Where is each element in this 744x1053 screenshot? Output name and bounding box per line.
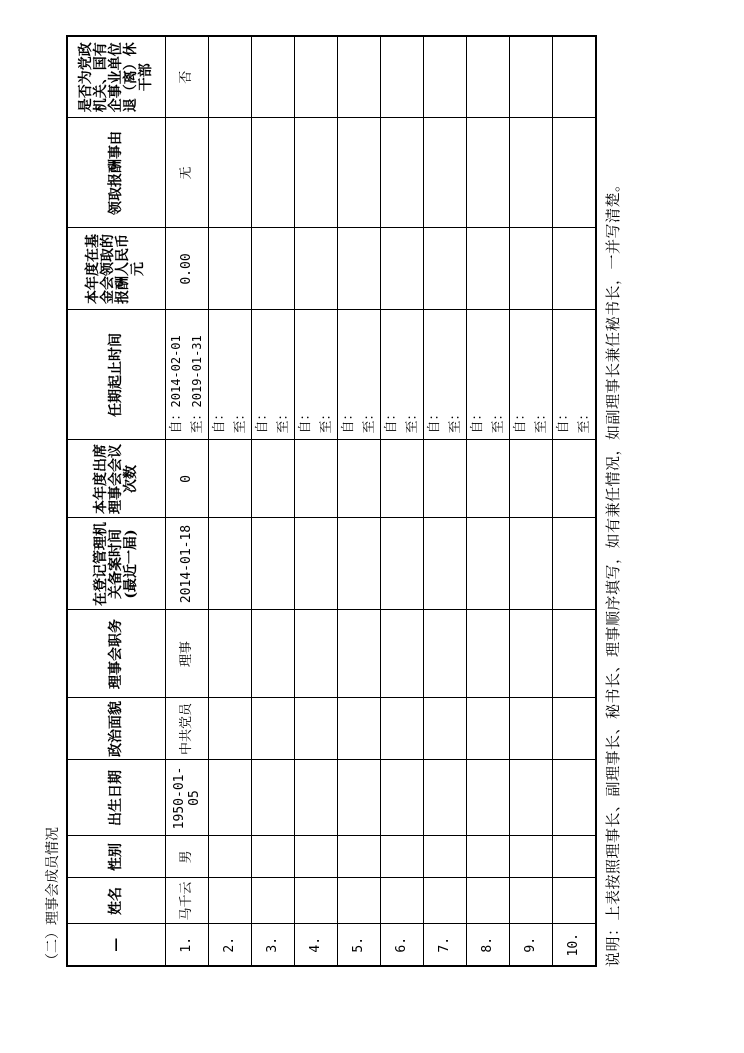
term-start-line	[424, 313, 445, 434]
member-attendance	[509, 440, 552, 518]
row-index: 4.	[294, 924, 337, 966]
header-attendance: 本年度出席理事会会议次数	[67, 440, 165, 518]
member-politics	[380, 698, 423, 760]
row-index: 5.	[337, 924, 380, 966]
member-politics	[208, 698, 251, 760]
member-attendance	[466, 440, 509, 518]
member-pay	[552, 228, 596, 310]
term-from-label: 自：	[383, 407, 399, 434]
term-start-line	[467, 313, 488, 434]
header-gender: 性别	[67, 836, 165, 878]
member-term	[251, 310, 294, 440]
member-official	[423, 36, 466, 118]
term-to-label: 至：	[189, 407, 205, 434]
term-from-label: 自：	[469, 407, 485, 434]
member-name	[251, 878, 294, 924]
table-row	[509, 36, 552, 966]
table-row	[165, 36, 208, 966]
member-position	[466, 610, 509, 698]
member-pay	[208, 228, 251, 310]
member-birth	[423, 760, 466, 836]
member-pay	[337, 228, 380, 310]
member-gender	[423, 836, 466, 878]
header-pay-reason: 领取报酬事由	[67, 118, 165, 228]
table-row	[423, 36, 466, 966]
member-pay-reason	[509, 118, 552, 228]
term-from-label: 自：	[555, 407, 571, 434]
member-registration	[423, 518, 466, 610]
member-gender	[294, 836, 337, 878]
member-pay-reason	[552, 118, 596, 228]
member-name	[337, 878, 380, 924]
term-start-line	[510, 313, 531, 434]
member-politics	[251, 698, 294, 760]
term-end-line	[531, 313, 552, 434]
member-politics: 中共党员	[165, 698, 208, 760]
member-birth: 1950-01-05	[165, 760, 208, 836]
header-birth: 出生日期	[67, 760, 165, 836]
member-term	[466, 310, 509, 440]
member-birth	[337, 760, 380, 836]
member-attendance	[380, 440, 423, 518]
table-row	[208, 36, 251, 966]
member-gender	[337, 836, 380, 878]
term-end-line	[273, 313, 294, 434]
member-term	[294, 310, 337, 440]
row-index: 1.	[165, 924, 208, 966]
member-politics	[337, 698, 380, 760]
row-index: 10.	[552, 924, 596, 966]
term-start-line	[338, 313, 359, 434]
header-politics: 政治面貌	[67, 698, 165, 760]
member-birth	[251, 760, 294, 836]
member-attendance	[294, 440, 337, 518]
member-official: 否	[165, 36, 208, 118]
member-term	[423, 310, 466, 440]
member-official	[208, 36, 251, 118]
member-attendance	[337, 440, 380, 518]
member-pay-reason	[380, 118, 423, 228]
member-birth	[466, 760, 509, 836]
term-from-label: 自：	[297, 407, 313, 434]
term-end-line	[316, 313, 337, 434]
term-start-line	[295, 313, 316, 434]
member-birth	[552, 760, 596, 836]
table-row	[251, 36, 294, 966]
table-row	[294, 36, 337, 966]
header-position: 理事会职务	[67, 610, 165, 698]
term-to-label: 至：	[318, 407, 334, 434]
member-pay-reason: 无	[165, 118, 208, 228]
member-gender	[466, 836, 509, 878]
term-end-line	[574, 313, 595, 434]
member-position: 理事	[165, 610, 208, 698]
member-name	[380, 878, 423, 924]
member-registration	[337, 518, 380, 610]
member-pay-reason	[251, 118, 294, 228]
member-position	[380, 610, 423, 698]
term-end-line	[187, 313, 208, 434]
member-position	[251, 610, 294, 698]
section-title: （二）理事会成员情况	[45, 827, 61, 967]
member-registration	[552, 518, 596, 610]
member-official	[552, 36, 596, 118]
row-index: 2.	[208, 924, 251, 966]
term-from-label: 自：	[168, 407, 184, 434]
term-from-label: 自：	[340, 407, 356, 434]
member-pay	[466, 228, 509, 310]
member-name	[509, 878, 552, 924]
member-birth	[380, 760, 423, 836]
member-term	[380, 310, 423, 440]
member-birth	[208, 760, 251, 836]
term-end: 2019-01-31	[189, 335, 204, 408]
member-term	[552, 310, 596, 440]
member-position	[208, 610, 251, 698]
member-position	[509, 610, 552, 698]
member-pay-reason	[466, 118, 509, 228]
term-start-line	[166, 313, 187, 434]
member-name: 马千云	[165, 878, 208, 924]
member-registration	[208, 518, 251, 610]
member-attendance: 0	[165, 440, 208, 518]
member-attendance	[208, 440, 251, 518]
member-politics	[423, 698, 466, 760]
term-to-label: 至：	[275, 407, 291, 434]
row-index: 3.	[251, 924, 294, 966]
member-gender	[509, 836, 552, 878]
member-politics	[509, 698, 552, 760]
term-end-line	[359, 313, 380, 434]
member-name	[423, 878, 466, 924]
member-position	[294, 610, 337, 698]
term-to-label: 至：	[576, 407, 592, 434]
table-row	[466, 36, 509, 966]
term-from-label: 自：	[426, 407, 442, 434]
member-pay-reason	[294, 118, 337, 228]
header-pay: 本年度在基金会领取的报酬人民币元	[67, 228, 165, 310]
header-name: 姓名	[67, 878, 165, 924]
member-attendance	[423, 440, 466, 518]
term-start-line	[553, 313, 574, 434]
member-gender	[251, 836, 294, 878]
member-official	[466, 36, 509, 118]
member-pay	[251, 228, 294, 310]
member-politics	[466, 698, 509, 760]
member-official	[294, 36, 337, 118]
member-position	[423, 610, 466, 698]
member-term	[165, 310, 208, 440]
member-attendance	[552, 440, 596, 518]
member-official	[251, 36, 294, 118]
member-gender	[208, 836, 251, 878]
term-to-label: 至：	[447, 407, 463, 434]
header-official: 是否为党政机关、国有企事业单位退（离）休干部	[67, 36, 165, 118]
member-term	[509, 310, 552, 440]
term-to-label: 至：	[533, 407, 549, 434]
member-gender	[380, 836, 423, 878]
row-index: 6.	[380, 924, 423, 966]
table-row	[552, 36, 596, 966]
member-gender: 男	[165, 836, 208, 878]
header-registration: 在登记管理机关备案时间(最近一届)	[67, 518, 165, 610]
member-name	[466, 878, 509, 924]
member-position	[552, 610, 596, 698]
term-start: 2014-02-01	[168, 335, 183, 408]
member-name	[552, 878, 596, 924]
term-from-label: 自：	[254, 407, 270, 434]
member-official	[509, 36, 552, 118]
member-pay	[423, 228, 466, 310]
table-row	[380, 36, 423, 966]
member-attendance	[251, 440, 294, 518]
member-politics	[552, 698, 596, 760]
member-official	[380, 36, 423, 118]
term-from-label: 自：	[211, 407, 227, 434]
row-index: 9.	[509, 924, 552, 966]
table-row	[337, 36, 380, 966]
term-to-label: 至：	[490, 407, 506, 434]
member-pay	[294, 228, 337, 310]
member-registration	[466, 518, 509, 610]
member-pay-reason	[208, 118, 251, 228]
member-pay	[509, 228, 552, 310]
term-end-line	[230, 313, 251, 434]
member-official	[337, 36, 380, 118]
member-registration	[294, 518, 337, 610]
term-start-line	[252, 313, 273, 434]
term-to-label: 至：	[404, 407, 420, 434]
member-position	[337, 610, 380, 698]
term-start-line	[209, 313, 230, 434]
term-end-line	[445, 313, 466, 434]
member-name	[294, 878, 337, 924]
footnote: 说明：上表按照理事长、副理事长、秘书长、理事顺序填写，如有兼任情况，如副理事长兼任秘书长，一并写清楚。	[604, 176, 622, 967]
header-index: —	[67, 924, 165, 966]
board-members-table	[66, 35, 597, 967]
header-term: 任期起止时间	[67, 310, 165, 440]
member-pay: 0.00	[165, 228, 208, 310]
member-registration	[509, 518, 552, 610]
member-birth	[509, 760, 552, 836]
term-end-line	[488, 313, 509, 434]
member-registration	[380, 518, 423, 610]
header-row	[67, 36, 165, 966]
member-name	[208, 878, 251, 924]
row-index: 7.	[423, 924, 466, 966]
member-birth	[294, 760, 337, 836]
member-pay-reason	[423, 118, 466, 228]
term-start-line	[381, 313, 402, 434]
member-registration	[251, 518, 294, 610]
member-term	[337, 310, 380, 440]
row-index: 8.	[466, 924, 509, 966]
term-to-label: 至：	[232, 407, 248, 434]
member-term	[208, 310, 251, 440]
term-to-label: 至：	[361, 407, 377, 434]
member-registration: 2014-01-18	[165, 518, 208, 610]
member-gender	[552, 836, 596, 878]
member-pay	[380, 228, 423, 310]
term-from-label: 自：	[512, 407, 528, 434]
member-pay-reason	[337, 118, 380, 228]
member-politics	[294, 698, 337, 760]
term-end-line	[402, 313, 423, 434]
